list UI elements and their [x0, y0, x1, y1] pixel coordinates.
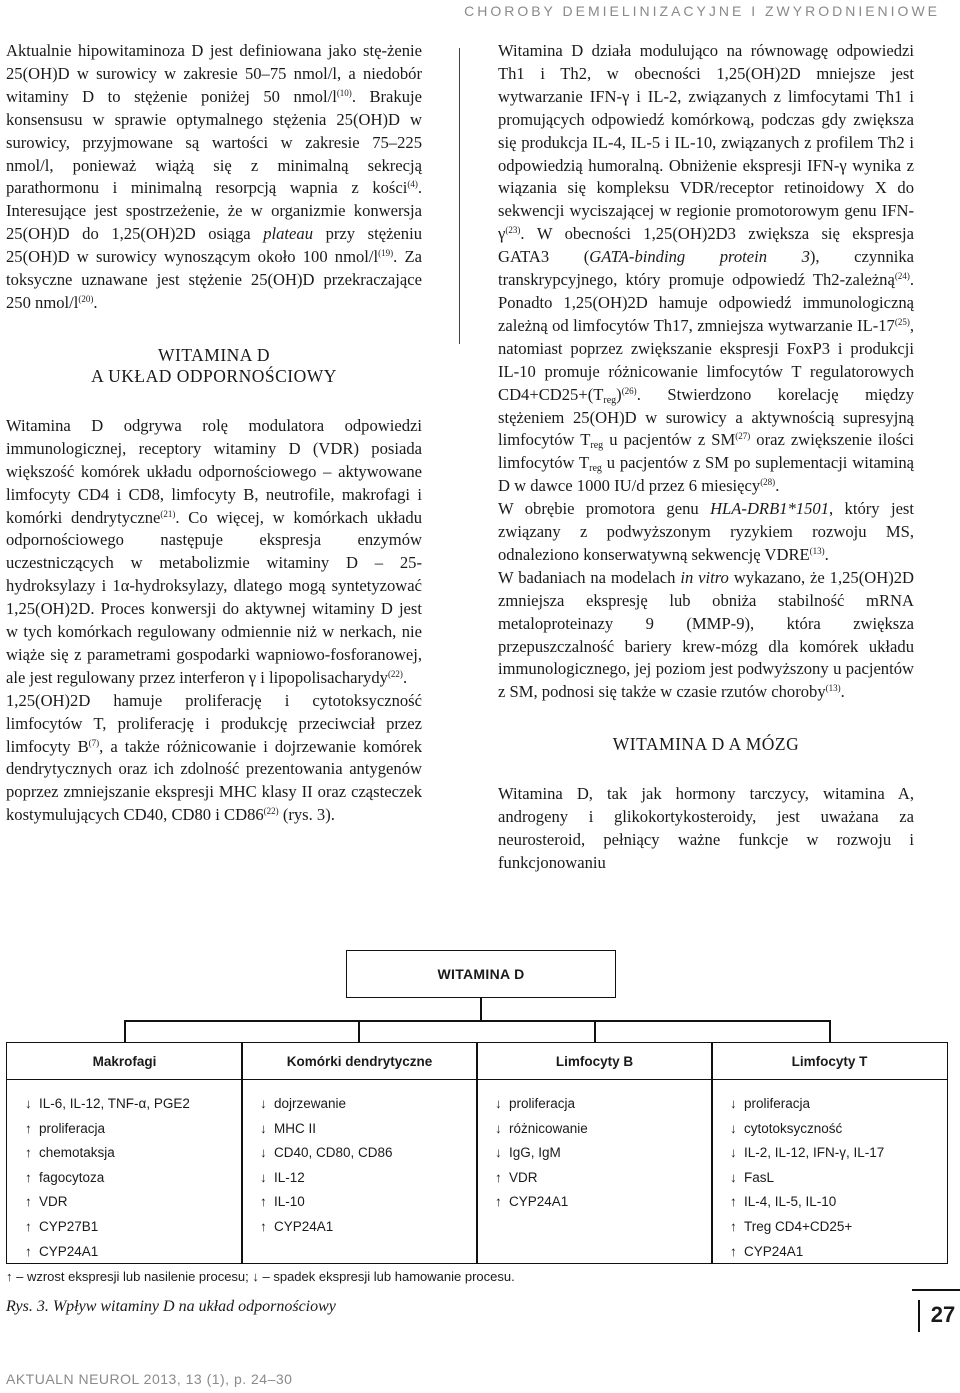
figure-column-header-makrofagi: Makrofagi	[6, 1042, 243, 1080]
connector-drop-3	[594, 1020, 596, 1042]
citation: (26)	[621, 385, 637, 396]
connector-drop-1	[124, 1020, 126, 1042]
connector-drop-2	[358, 1020, 360, 1042]
left-paragraph-2: Witamina D odgrywa rolę modulatora odpowiedzi immunologicznej, receptory witaminy D (VDR) posiada większość komórek układu odpornościowego – aktywowane limfocyty CD4 i CD8, limfocyty B, neutrofile, makrofagi i komórki dendrytyczne$^{(21)}$. Co więcej, w komórkach układu odpornościowego następuje ekspresja enzymów uczestniczących w metabolizmie witaminy D – 25-hydroksylazy i 1α-hydroksylazy, dlatego mogą syntetyzować 1,25(OH)2D. Proces konwersji do aktywnej witaminy D jest w tych komórkach regulowany odmiennie niż w nerkach, nie wiąże się z parametrami gospodarki wapniowo-fosforanowej, ale jest regulowany przez interferon γ i lipopolisacharydy$^{(22)}$.	[6, 415, 422, 687]
citation: (24)	[894, 271, 910, 282]
figure-list-item: ↑ VDR	[495, 1169, 538, 1185]
figure-list-item: ↓ CD40, CD80, CD86	[260, 1145, 393, 1161]
figure-list-item: ↑ IL-4, IL-5, IL-10	[730, 1194, 837, 1210]
citation: (21)	[160, 508, 176, 519]
figure-legend: ↑ – wzrost ekspresji lub nasilenie procesu; ↓ – spadek ekspresji lub hamowanie procesu.	[6, 1269, 515, 1284]
figure-list-item: ↓ IgG, IgM	[495, 1145, 561, 1161]
citation: (28)	[760, 477, 776, 488]
page-number-rule	[912, 1289, 960, 1291]
citation: (22)	[263, 806, 279, 817]
figure-list-item: ↑ CYP27B1	[25, 1218, 99, 1234]
citation: (10)	[336, 87, 352, 98]
citation: (4)	[407, 179, 418, 190]
figure-list-item: ↑ Treg CD4+CD25+	[730, 1218, 853, 1234]
citation: (25)	[894, 316, 910, 327]
citation: (13)	[825, 683, 841, 694]
figure-column-header-dendritic: Komórki dendrytyczne	[241, 1042, 478, 1080]
figure-column-header-b-cells: Limfocyty B	[476, 1042, 713, 1080]
figure-column-header-t-cells: Limfocyty T	[711, 1042, 948, 1080]
citation: (20)	[78, 293, 94, 304]
left-paragraph-3: 1,25(OH)2D hamuje proliferację i cytotoksyczność limfocytów T, proliferację i produkcję przeciwciał przez limfocyty $B^{(7)}$, a także różnicowanie i dojrzewanie komórek dendrytycznych oraz ich zdolność prezentowania antygenów poprzez zmniejszanie ekspresji MHC klasy II oraz cząsteczek kostymulujących CD40, CD80 i CD86$^{(22)}$ (rys. 3).	[6, 690, 422, 825]
running-header: CHOROBY DEMIELINIZACYJNE I ZWYRODNIENIOWE	[464, 3, 940, 19]
figure-list-item: ↑ CYP24A1	[25, 1243, 99, 1259]
section-heading-brain: WITAMINA D A MÓZG	[612, 734, 800, 755]
figure-list-item: ↓ proliferacja	[495, 1096, 576, 1111]
figure-list-dendritic	[241, 1080, 478, 1264]
left-column	[6, 40, 422, 827]
figure-list-item: ↓ cytotoksyczność	[730, 1120, 843, 1136]
figure-top-box: WITAMINA D	[346, 950, 616, 998]
figure-list-t-cells	[711, 1080, 948, 1264]
left-paragraph-1: Aktualnie hipowitaminoza D jest definiowana jako stę-żenie 25(OH)D w surowicy w zakresie 50–75 nmol/l, a niedobór witaminy D to stężenie poniżej 50 nmol/$l^{(10)}$. Brakuje konsensusu w sprawie optymalnego stężenia 25(OH)D w surowicy, przyjmowane są wartości w zakresie 75–225 nmol/l, ponieważ wiążą się z minimalną sekrecją parathormonu i minimalną resorpcją wapnia z kości$^{(4)}$. Interesujące jest spostrzeżenie, że w organizmie konwersja 25(OH)D do 1,25(OH)2D osiąga plateau przy stężeniu 25(OH)D w surowicy wynoszącym około 100 nmol/$l^{(19)}$. Za toksyczne uznawane jest stężenie 25(OH)D przekraczające 250 nmol/$l^{(20)}$.	[6, 41, 422, 312]
figure-list-item: ↓ proliferacja	[730, 1096, 811, 1111]
figure-list-item: ↑ CYP24A1	[730, 1243, 804, 1259]
citation: (22)	[387, 668, 403, 679]
connector-vertical-main	[480, 998, 482, 1020]
figure-list-item: ↓ dojrzewanie	[260, 1096, 347, 1111]
figure-list-item: ↓ IL-12	[260, 1169, 305, 1185]
connector-horizontal	[124, 1020, 830, 1022]
right-column	[498, 40, 914, 875]
figure-list-item: ↓ MHC II	[260, 1120, 316, 1136]
citation: (13)	[809, 545, 825, 556]
figure-list-item: ↓ FasL	[730, 1169, 775, 1185]
figure-caption: Rys. 3. Wpływ witaminy D na układ odpornościowy	[6, 1298, 336, 1315]
figure-list-item: ↑ CYP24A1	[260, 1218, 334, 1234]
figure-list-item: ↑ fagocytoza	[25, 1169, 105, 1185]
right-paragraph-1: Witamina D działa modulująco na równowagę odpowiedzi Th1 i Th2, w obecności 1,25(OH)2D mniejsze jest wytwarzanie IFN-γ i IL-2, związanych z limfocytami Th1 i promujących odpowiedź komórkową, podczas gdy zwiększa się produkcja IL-4, IL-5 i IL-10, związanych z profilem Th2 i odpowiedzią humoralną. Obniżenie ekspresji IFN-γ wynika z wiązania się kompleksu VDR/receptor retinoidowy X do sekwencji wyciszającej w regionie promotorowym genu IFN-$\gamma^{(23)}$. W obecności 1,25(OH)2D3 zwiększa się ekspresja GATA3 (GATA-binding protein 3), czynnika transkrypcyjnego, który promuje odpowiedź Th2-zależną$^{(24)}$. Ponadto 1,25(OH)2D hamuje odpowiedź immunologiczną zależną od limfocytów Th17, zmniejsza wytwarzanie IL-17$^{(25)}$, natomiast poprzez zwiększanie ekspresji FoxP3 i produkcji IL-10 promuje różnicowanie limfocytów T regulatorowych $CD4+CD25+(T_{reg})^{(26)}$. Stwierdzono korelację między stężeniem 25(OH)D w surowicy a aktywnością supresyjną limfocytów $T_{reg}$ u pacjentów z SM$^{(27)}$ oraz zwiększenie ilości limfocytów $T_{reg}$ u pacjentów z SM po suplementacji witaminą D w dawce 1000 IU/d przez 6 miesięcy$^{(28)}$.	[498, 41, 915, 496]
figure-list-b-cells	[476, 1080, 713, 1264]
connector-drop-4	[829, 1020, 831, 1042]
figure-list-item: ↑ proliferacja	[25, 1120, 106, 1136]
column-divider	[459, 48, 460, 344]
citation: (27)	[735, 431, 751, 442]
page-number: 27	[930, 1302, 956, 1327]
citation: (19)	[378, 248, 394, 259]
right-paragraph-4: Witamina D, tak jak hormony tarczycy, witamina A, androgeny i glikokortykosteroidy, jest uważana za neurosteroid, pełniący ważne funkcje w rozwoju i funkcjonowaniu	[498, 784, 914, 872]
page-number-vertical-rule	[918, 1300, 920, 1332]
citation: (7)	[88, 737, 100, 748]
figure-list-item: ↓ IL-2, IL-12, IFN-γ, IL-17	[730, 1145, 885, 1161]
figure-list-item: ↑ CYP24A1	[495, 1194, 569, 1210]
figure-list-item: ↑ IL-10	[260, 1194, 305, 1210]
citation: (23)	[505, 225, 521, 236]
figure-list-makrofagi	[6, 1080, 243, 1264]
figure-diagram	[0, 950, 960, 1280]
figure-list-item: ↓ IL-6, IL-12, TNF-α, PGE2	[25, 1096, 190, 1111]
right-paragraph-3: W badaniach na modelach in vitro wykazano, że 1,25(OH)2D zmniejsza ekspresję lub obniża stabilność mRNA metaloproteinazy 9 (MMP-9), która zwiększa przepuszczalność bariery krew-mózg dla komórek układu immunologicznego, jej poziom jest podwyższony u pacjentów z SM, podnosi się także w czasie rzutów choroby$^{(13)}$.	[498, 567, 914, 702]
figure-list-item: ↓ różnicowanie	[495, 1120, 588, 1136]
journal-footer: AKTUALN NEUROL 2013, 13 (1), p. 24–30	[6, 1371, 293, 1387]
right-paragraph-2: W obrębie promotora genu HLA-DRB1*1501, który jest związany z podwyższonym ryzykiem rozwoju MS, odnaleziono konserwatywną sekwencję VDRE$^{(13)}$.	[498, 499, 915, 564]
figure-list-item: ↑ chemotaksja	[25, 1145, 115, 1161]
figure-list-item: ↑ VDR	[25, 1194, 68, 1210]
section-heading-immune: WITAMINA D A UKŁAD ODPORNOŚCIOWY	[91, 344, 337, 386]
